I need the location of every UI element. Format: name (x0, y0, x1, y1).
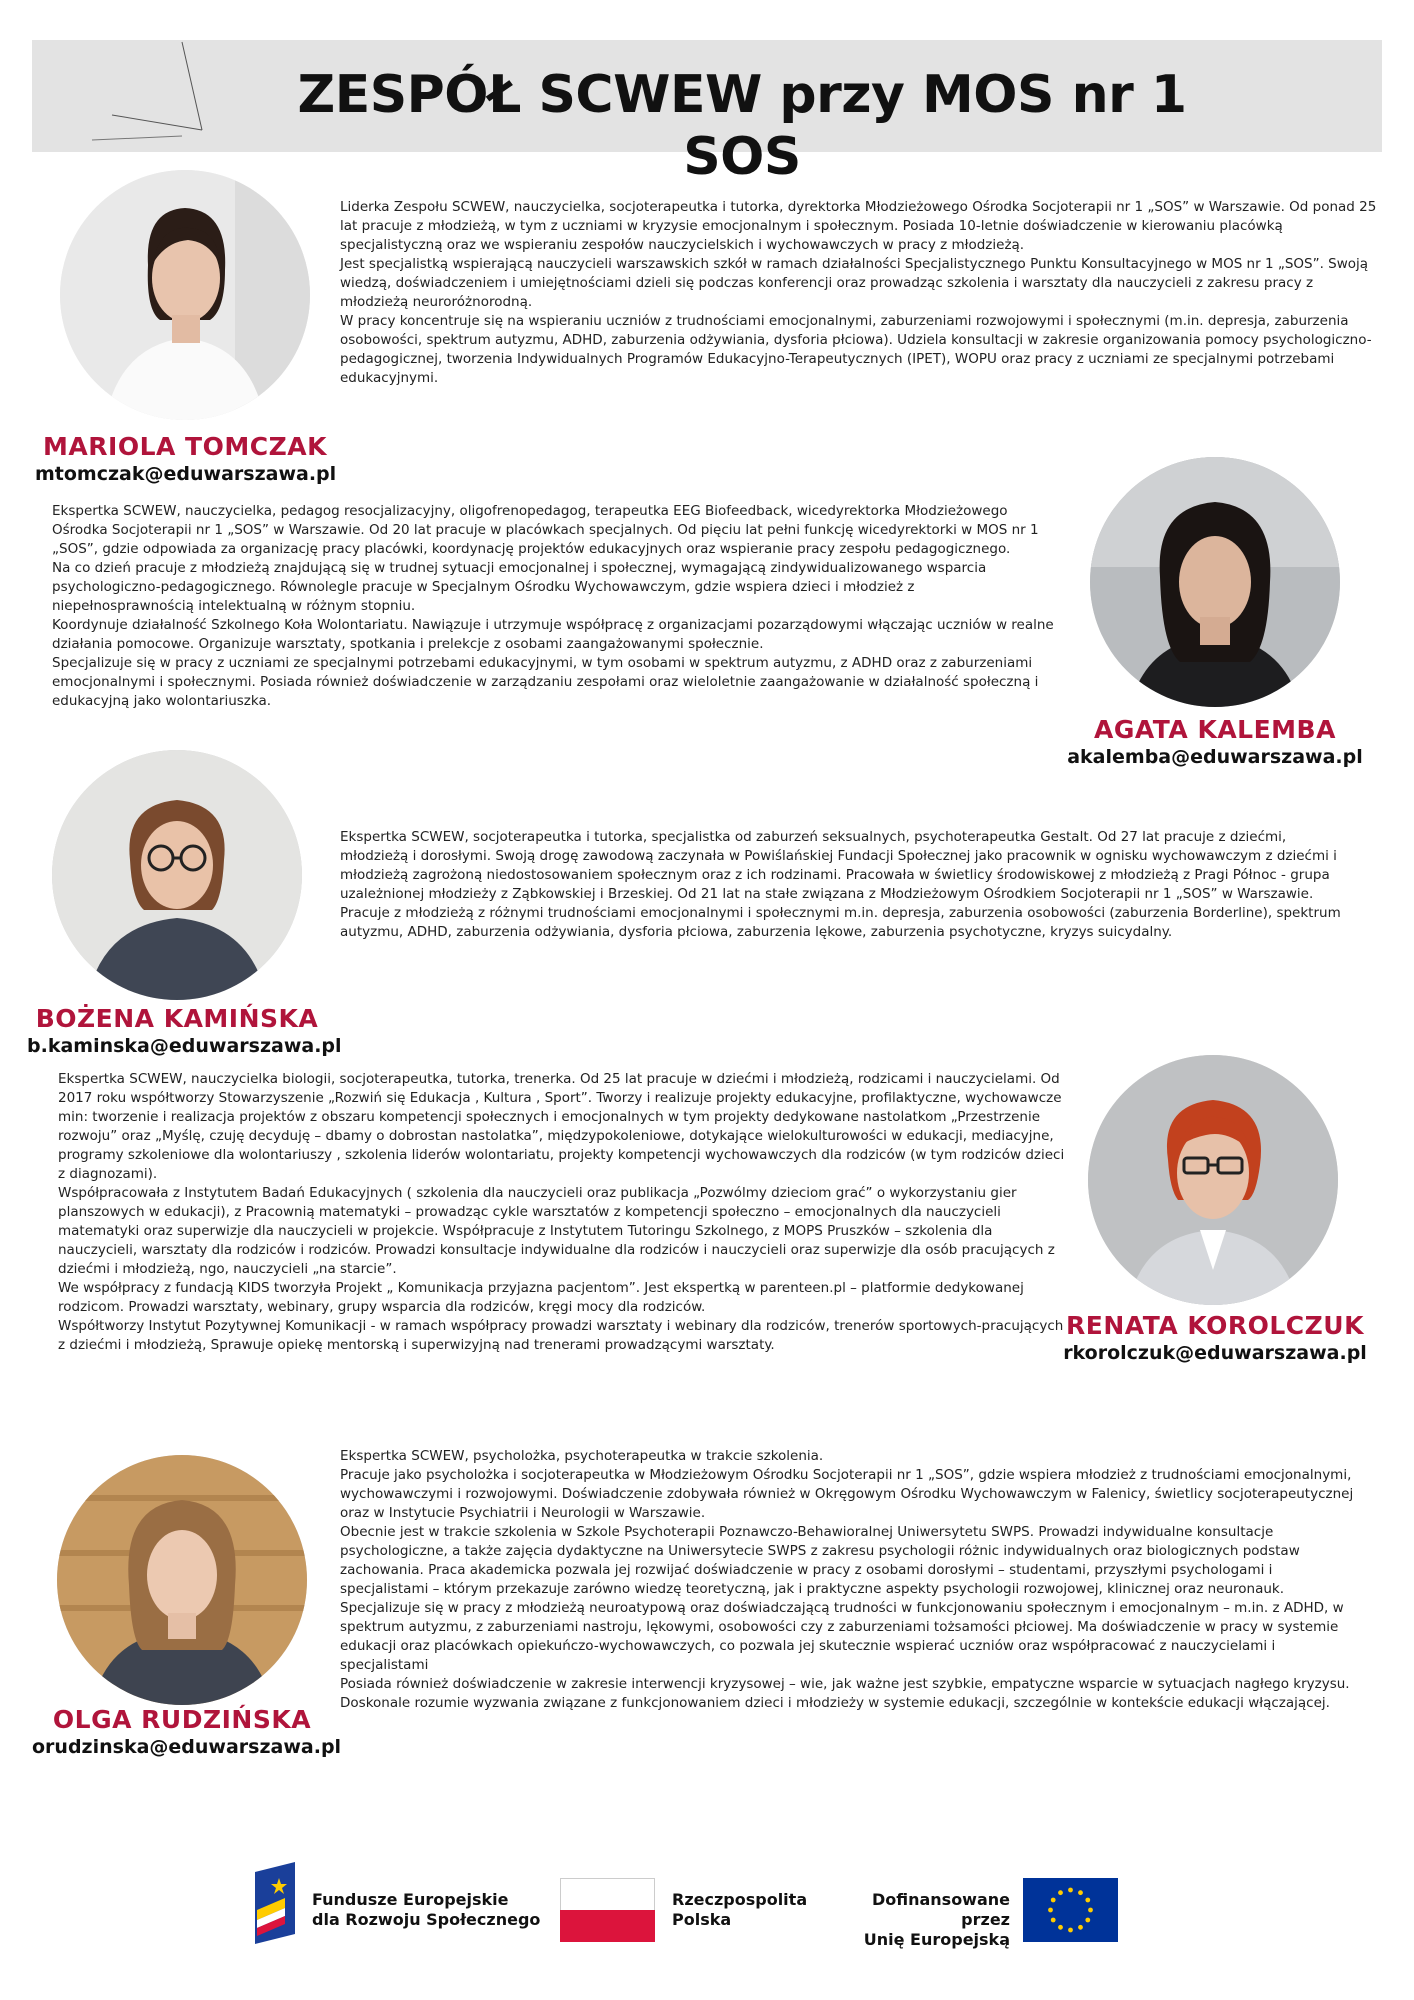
portrait-icon (57, 1455, 307, 1705)
page-title: ZESPÓŁ SCWEW przy MOS nr 1 SOS (297, 65, 1187, 188)
member-name: MARIOLA TOMCZAK (43, 432, 327, 461)
member-name: RENATA KOROLCZUK (1066, 1311, 1364, 1340)
bio-paragraph: Na co dzień pracuje z młodzieżą znajdującą się w trudnej sytuacji emocjonalnej i społecznej, wymagającą zindywidualizowanego wsparcia psychologiczno-pedagogicznego. Równolegle pracuje w Specjalnym Ośrodku Wychowawczym, gdzie wspiera dzieci i młodzież z niepełnosprawnością intelektualną w różnym stopniu. (52, 560, 987, 614)
bio-paragraph: Liderka Zespołu SCWEW, nauczycielka, socjoterapeutka i tutorka, dyrektorka Młodzieżowego Ośrodka Socjoterapii nr 1 „SOS” w Warszawie. Od ponad 25 lat pracuje z młodzieżą, w tym z uczniami w kryzysie emocjonalnym i społecznym. Posiada 10-letnie doświadczenie w kierowaniu placówką specjalistyczną oraz we wspieraniu zespołów nauczycielskich i wychowawczych w pracy z młodzieżą. (340, 199, 1377, 253)
bio-paragraph: Pracuje jako psycholożka i socjoterapeutka w Młodzieżowym Ośrodku Socjoterapii nr 1 „SOS”, gdzie wspiera młodzież z trudnościami emocjonalnymi, wychowawczymi i rozwojowymi. Doświadczenie zdobywała również w Okręgowym Ośrodku Wychowawczym w Falenicy, świetlicy socjoterapeutycznej oraz w Instytucie Psychiatrii i Neurologii w Warszawie. (340, 1467, 1354, 1521)
bio-paragraph: Pracuje z młodzieżą z różnymi trudnościami emocjonalnymi i społecznymi m.in. depresja, zaburzenia osobowości (zaburzenia Borderline), spektrum autyzmu, ADHD, zaburzenia odżywiania, dysforia płciowa, zaburzenia lękowe, zaburzenia psychotyczne, kryzys suicydalny. (340, 905, 1341, 940)
portrait-icon (1088, 1055, 1338, 1305)
photo-bozena-kaminska (52, 750, 302, 1000)
member-email[interactable]: akalemba@eduwarszawa.pl (1067, 746, 1363, 768)
photo-renata-korolczuk (1088, 1055, 1338, 1305)
member-bio (340, 828, 1350, 942)
bio-paragraph: Ekspertka SCWEW, socjoterapeutka i tutorka, specjalistka od zaburzeń seksualnych, psychoterapeutka Gestalt. Od 27 lat pracuje z dziećmi, młodzieżą i dorosłymi. Swoją drogę zawodową zaczynała w Powiślańskiej Fundacji Społecznej jako pracownik w ognisku wychowawczym z dziećmi i młodzieżą zagrożoną niedostosowaniem społecznym oraz z ich rodzinami. Pracowała w świetlicy środowiskowej z młodzieżą z Pragi Północ - grupa uzależnionej młodzieży z Ząbkowskiej i Brzeskiej. Od 21 lat na stałe związana z Młodzieżowym Ośrodkiem Socjoterapii nr 1 „SOS” w Warszawie. (340, 829, 1337, 902)
bio-paragraph: Ekspertka SCWEW, nauczycielka biologii, socjoterapeutka, tutorka, trenerka. Od 25 lat pracuje w dziećmi i młodzieżą, rodzicami i nauczycielami. Od 2017 roku współtworzy Stowarzyszenie „Rozwiń się Edukacja , Kultura , Sport”. Tworzy i realizuje projekty edukacyjne, profilaktyczne, wychowawcze min: tworzenie i realizacja projektów z obszaru kompetencji społecznych i emocjonalnych w tym projekty dedykowane nastolatkom „Przestrzenie rozwoju” oraz „Myślę, czuję decyduję – dbamy o dobrostan nastolatka”, międzypokoleniowe, dotykające wielokulturowości w edukacji, mediacyjne, programy szkoleniowe dla wolontariuszy , szkolenia liderów wolontariatu, projekty kompetencji wychowawczych dla rodziców (w tym rodziców dzieci z diagnozami). (58, 1071, 1065, 1182)
rzeczpospolita-polska-label: Rzeczpospolita Polska (672, 1890, 808, 1929)
decorative-lines (32, 40, 252, 152)
page-header (32, 40, 1382, 188)
photo-mariola-tomczak (60, 170, 310, 420)
eu-cofunding-label: Dofinansowane przez Unię Europejską (863, 1890, 1010, 1949)
polish-flag-icon (560, 1878, 655, 1942)
bio-paragraph: Specjalizuje się w pracy z uczniami ze specjalnymi potrzebami edukacyjnymi, w tym osobami w spektrum autyzmu, z ADHD oraz z zaburzeniami emocjonalnymi i społecznymi. Posiada również doświadczenie w zarządzaniu zespołami oraz wieloletnie zaangażowanie w działalność społeczną i edukacyjną jako wolontariuszka. (52, 655, 1039, 709)
member-email[interactable]: rkorolczuk@eduwarszawa.pl (1063, 1342, 1367, 1364)
photo-olga-rudzinska (57, 1455, 307, 1705)
member-name: BOŻENA KAMIŃSKA (35, 1004, 319, 1033)
eu-flag-icon (1023, 1878, 1118, 1942)
member-email[interactable]: b.kaminska@eduwarszawa.pl (27, 1035, 342, 1057)
bio-paragraph: Współtworzy Instytut Pozytywnej Komunikacji - w ramach współpracy prowadzi warsztaty i webinary dla rodziców, trenerów sportowych-pracujących z dziećmi i młodzieżą, Sprawuje opiekę mentorską i superwizyjną nad trenerami prowadzącymi warsztaty. (58, 1318, 1064, 1353)
portrait-icon (60, 170, 310, 420)
bio-paragraph: Ekspertka SCWEW, nauczycielka, pedagog resocjalizacyjny, oligofrenopedagog, terapeutka EEG Biofeedback, wicedyrektorka Młodzieżowego Ośrodka Socjoterapii nr 1 „SOS” w Warszawie. Od 20 lat pracuje w placówkach specjalnych. Od pięciu lat pełni funkcję wicedyrektorki w MOS nr 1 „SOS”, gdzie odpowiada za organizację pracy placówki, koordynację projektów edukacyjnych oraz wspieranie pracy zespołu pedagogicznego. (52, 503, 1039, 557)
bio-paragraph: Współpracowała z Instytutem Badań Edukacyjnych ( szkolenia dla nauczycieli oraz publikacja „Pozwólmy dzieciom grać” o wykorzystaniu gier planszowych w edukacji), z Pracownią matematyki – prowadząc cykle warsztatów z kompetencji społeczno – emocjonalnych dla nauczycieli matematyki oraz superwizje dla nauczycieli w projekcie. Współpracuje z Instytutem Tutoringu Szkolnego, z MOPS Pruszków – szkolenia dla nauczycieli, warsztaty dla rodziców i rodziców. Prowadzi konsultacje indywidualne dla rodziców i nauczycieli oraz superwizje dla osób pracujących z dziećmi i młodzieżą, ngo, nauczycieli „na starcie”. (58, 1185, 1055, 1277)
member-bio (52, 502, 1057, 711)
member-email[interactable]: orudzinska@eduwarszawa.pl (32, 1736, 342, 1758)
member-bio (340, 198, 1385, 388)
bio-paragraph: Jest specjalistką wspierającą nauczycieli warszawskich szkół w ramach działalności Specjalistycznego Punktu Konsultacyjnego w MOS nr 1 „SOS”. Swoją wiedzą, doświadczeniem i umiejętnościami dzieli się podczas konferencji oraz prowadząc szkolenia i warsztaty dla nauczycieli z zakresu pracy z młodzieżą neuroróżnorodną. (340, 256, 1369, 310)
member-name: AGATA KALEMBA (1094, 715, 1336, 744)
bio-paragraph: Koordynuje działalność Szkolnego Koła Wolontariatu. Nawiązuje i utrzymuje współpracę z organizacjami pozarządowymi włączając uczniów w realne działania pomocowe. Organizuje warsztaty, spotkania i prelekcje z osobami zaangażowanymi społecznie. (52, 617, 1054, 652)
bio-paragraph: Obecnie jest w trakcie szkolenia w Szkole Psychoterapii Poznawczo-Behawioralnej Uniwersytetu SWPS. Prowadzi indywidualne konsultacje psychologiczne, a także zajęcia dydaktyczne na Uniwersytecie SWPS z zakresu psychologii różnic indywidualnych oraz biologicznych podstaw zachowania. Praca akademicka pozwala jej rozwijać doświadczenie w pracy z osobami dorosłymi – studentami, przyszłymi psychologami i specjalistami – którym przekazuje zarówno wiedzę teoretyczną, jak i praktyczne aspekty psychologii rozwojowej, klinicznej oraz neuronauk. (340, 1524, 1300, 1597)
portrait-icon (1090, 457, 1340, 707)
portrait-icon (52, 750, 302, 1000)
footer-logos (0, 1860, 1414, 1960)
bio-paragraph: Posiada również doświadczenie w zakresie interwencji kryzysowej – wie, jak ważne jest szybkie, empatyczne wsparcie w sytuacjach nagłego kryzysu. Doskonale rozumie wyzwania związane z funkcjonowaniem dzieci i młodzieży w systemie edukacji, szczególnie w kontekście edukacji włączającej. (340, 1676, 1350, 1711)
member-name: OLGA RUDZIŃSKA (52, 1705, 312, 1734)
fundusze-europejskie-label: Fundusze Europejskie dla Rozwoju Społecznego (312, 1890, 541, 1929)
photo-agata-kalemba (1090, 457, 1340, 707)
bio-paragraph: Specjalizuje się w pracy z młodzieżą neuroatypową oraz doświadczającą trudności w funkcjonowaniu społecznym i emocjonalnym – m.in. z ADHD, w spektrum autyzmu, z zaburzeniami nastroju, lękowymi, osobowości czy z zaburzeniami tożsamości płciowej. Ma doświadczenie w pracy w systemie edukacji oraz placówkach opiekuńczo-wychowawczych, co pozwala jej skutecznie wspierać uczniów oraz współpracować z nauczycielami i specjalistami (340, 1600, 1344, 1673)
member-email[interactable]: mtomczak@eduwarszawa.pl (35, 463, 337, 485)
member-bio (340, 1447, 1360, 1713)
bio-paragraph: We współpracy z fundacją KIDS tworzyła Projekt „ Komunikacja przyjazna pacjentom”. Jest ekspertką w parenteen.pl – platformie dedykowanej rodzicom. Prowadzi warsztaty, webinary, grupy wsparcia dla rodziców, kręgi mocy dla rodziców. (58, 1280, 1024, 1315)
member-bio (58, 1070, 1068, 1355)
bio-paragraph: W pracy koncentruje się na wspieraniu uczniów z trudnościami emocjonalnymi, zaburzeniami rozwojowymi i społecznymi (m.in. depresja, zaburzenia osobowości, spektrum autyzmu, ADHD, zaburzenia odżywiania, dysforia płciowa). Udziela konsultacji w zakresie organizowania pomocy psychologiczno-pedagogicznej, tworzenia Indywidualnych Programów Edukacyjno-Terapeutycznych (IPET), WOPU oraz pracy z uczniami ze specjalnymi potrzebami edukacyjnymi. (340, 313, 1372, 386)
fundusze-europejskie-logo-icon (255, 1862, 301, 1944)
bio-paragraph: Ekspertka SCWEW, psycholożka, psychoterapeutka w trakcie szkolenia. (340, 1448, 824, 1464)
